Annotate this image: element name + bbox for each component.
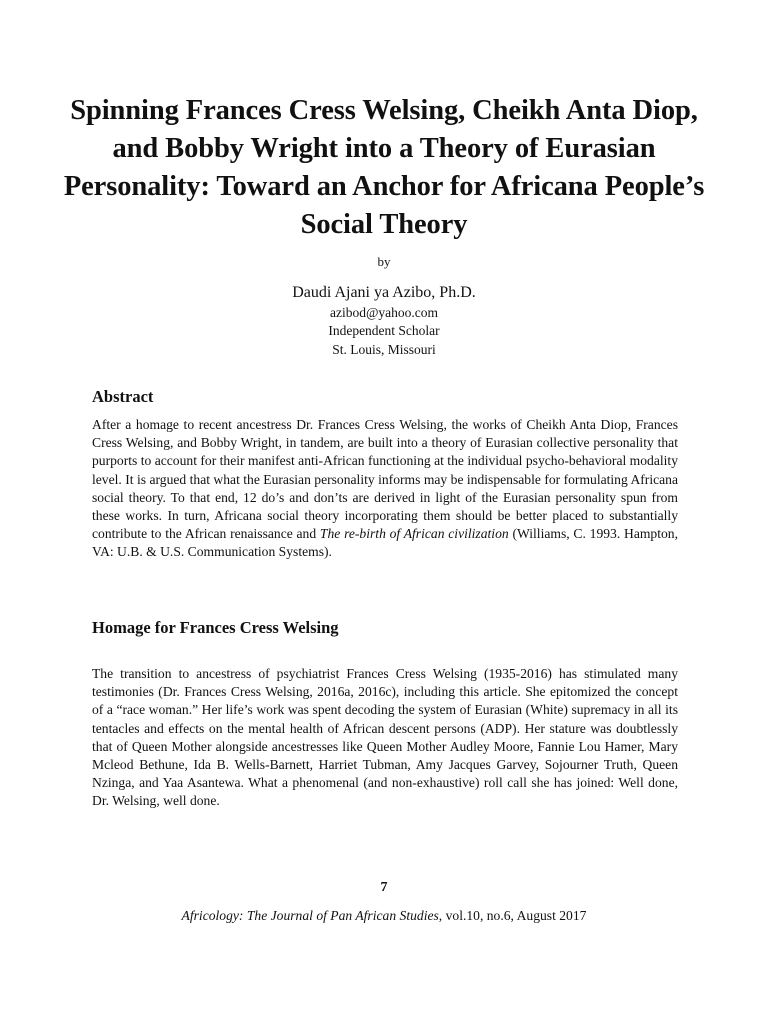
homage-paragraph: The transition to ancestress of psychiatrist Frances Cress Welsing (1935-2016) has stimulated many testimonies (Dr. Frances Cress Welsing, 2016a, 2016c), including this article. She epitomized the concept of a “race woman.” Her life’s work was spent decoding the system of Eurasian (White) supremacy in all its tentacles and effects on the mental health of African descent persons (ADP). Her stature was doubtlessly that of Queen Mother alongside ancestresses like Queen Mother Audley Moore, Fannie Lou Hamer, Mary Mcleod Bethune, Ida B. Wells-Barnett, Harriet Tubman, Amy Jacques Garvey, Sojourner Truth, Queen Nzinga, and Yaa Asantewa. What a phenomenal (and non-exhaustive) roll call she has joined: Well done, Dr. Welsing, well done. <box>92 666 678 809</box>
journal-footer <box>0 908 768 924</box>
author-name: Daudi Ajani ya Azibo, Ph.D. <box>292 284 476 301</box>
byline-by: by <box>377 254 391 269</box>
journal-citation: , vol.10, no.6, August 2017 <box>438 908 587 923</box>
abstract-heading: Abstract <box>92 387 154 406</box>
abstract-text-part-2: (Williams, C. 1993. Hampton, VA: U.B. & U.S. Communication Systems). <box>92 526 678 560</box>
author-affiliation: Independent Scholar <box>328 323 440 338</box>
page-number: 7 <box>380 880 388 895</box>
abstract-cited-title: The re-birth of African civilization <box>319 526 509 542</box>
paper-title: Spinning Frances Cress Welsing, Cheikh Anta Diop, and Bobby Wright into a Theory of Eurasian Personality: Toward an Anchor for Africana People’s Social Theory <box>63 95 705 240</box>
author-email: azibod@yahoo.com <box>329 305 439 320</box>
journal-name: Africology: The Journal of Pan African Studies <box>181 908 439 923</box>
author-location: St. Louis, Missouri <box>332 342 436 357</box>
abstract-text-part-1: After a homage to recent ancestress Dr. Frances Cress Welsing, the works of Cheikh Anta Diop, Frances Cress Welsing, and Bobby Wright, in tandem, are built into a theory of Eurasian collective personality that purports to account for their manifest anti-African functioning at the individual psycho-behavioral modality level. It is argued that what the Eurasian personality informs may be indispensable for formulating Africana social theory. To that end, 12 do’s and don’ts are derived in light of the Eurasian personality spun from these works. In turn, Africana social theory incorporating them should be better placed to substantially contribute to the African renaissance and <box>92 417 678 542</box>
abstract-paragraph <box>92 416 678 562</box>
homage-heading: Homage for Frances Cress Welsing <box>92 618 339 637</box>
